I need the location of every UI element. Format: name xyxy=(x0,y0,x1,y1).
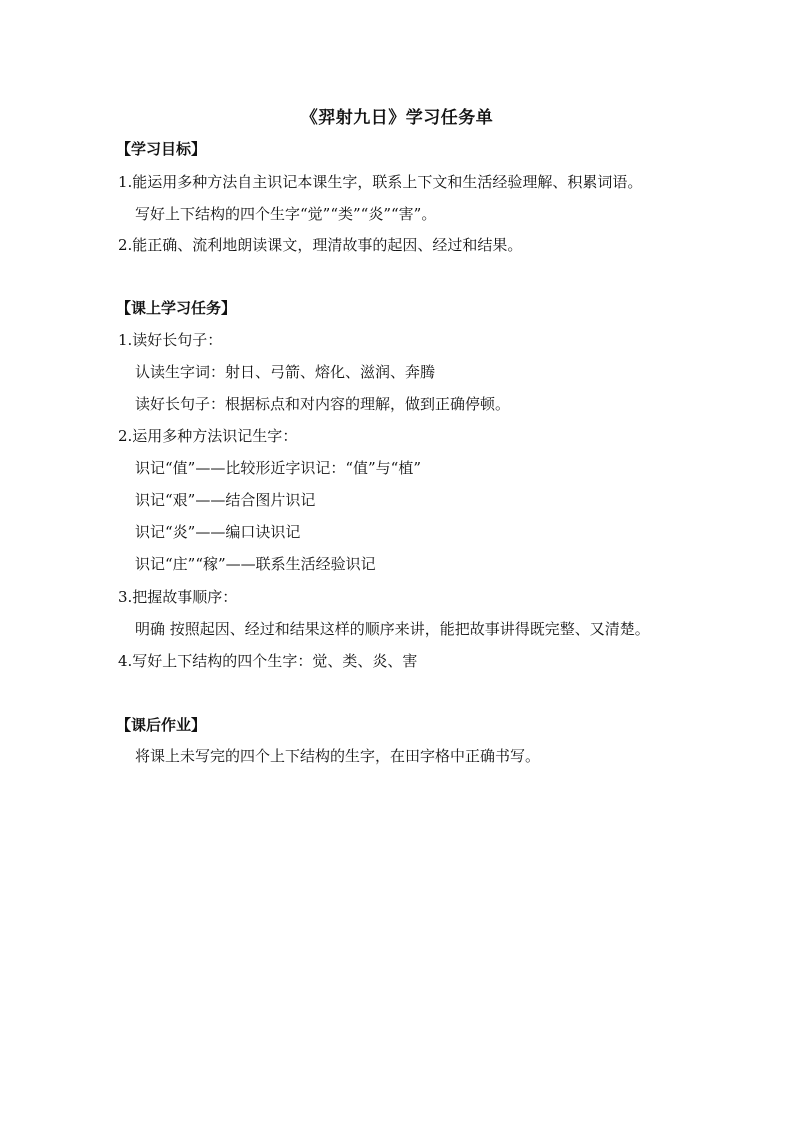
task-item-3: 3.把握故事顺序： xyxy=(118,588,238,606)
goal-item-1: 1.能运用多种方法自主识记本课生字，联系上下文和生活经验理解、积累词语。 xyxy=(118,173,643,191)
goal-item-2: 2.能正确、流利地朗读课文，理清故事的起因、经过和结果。 xyxy=(118,236,523,254)
tasks-heading: 【课上学习任务】 xyxy=(116,299,237,317)
homework-text: 将课上未写完的四个上下结构的生字，在田字格中正确书写。 xyxy=(135,747,541,765)
task-item-3-a: 明确 按照起因、经过和结果这样的顺序来讲，能把故事讲得既完整、又清楚。 xyxy=(135,620,650,638)
task-item-2-d: 识记“庄”“稼”——联系生活经验识记 xyxy=(135,555,376,573)
task-item-2-c: 识记“炎”——编口诀识记 xyxy=(135,523,301,541)
goals-heading: 【学习目标】 xyxy=(116,140,207,158)
task-item-2-b: 识记“艰”——结合图片识记 xyxy=(135,491,316,509)
task-item-4: 4.写好上下结构的四个生字：觉、类、炎、害 xyxy=(118,652,418,670)
task-item-1-a: 认读生字词：射日、弓箭、熔化、滋润、奔腾 xyxy=(135,363,436,381)
homework-heading: 【课后作业】 xyxy=(116,716,207,734)
task-item-2: 2.运用多种方法识记生字： xyxy=(118,427,298,445)
goal-item-1-continued: 写好上下结构的四个生字“觉”“类”“炎”“害”。 xyxy=(135,205,437,223)
task-item-1: 1.读好长句子： xyxy=(118,331,223,349)
task-item-1-b: 读好长句子：根据标点和对内容的理解，做到正确停顿。 xyxy=(135,395,511,413)
task-item-2-a: 识记“值”——比较形近字识记：“值”与“植” xyxy=(135,459,422,477)
document-title: 《羿射九日》学习任务单 xyxy=(300,108,494,128)
